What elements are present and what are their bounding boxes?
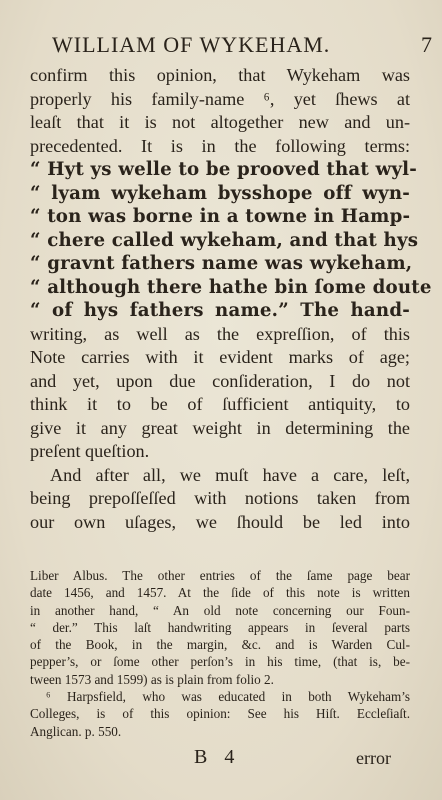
footnote-line: Colleges, is of this opinion: See his Hiſt. Eccleſiaſt. [30,706,410,722]
page-number: 7 [421,32,432,57]
catchword: error [356,748,391,768]
footnote-line: tween 1573 and 1599) as is plain from folio 2. [30,671,274,687]
body-line: “ although there hathe bin ſome doute [30,276,432,298]
body-line: “ of hys fathers name.” The hand- [30,300,410,321]
footnote-line: Anglican. p. 550. [30,723,122,739]
body-text [30,64,432,534]
body-line: And after all, we muſt have a care, leſt, [50,464,410,485]
body-line: properly his family-name ⁶, yet ſhews at [30,88,410,109]
body-line: writing, as well as the expreſſion, of this [30,323,410,344]
footnote-line: pepper’s, or ſome other perſon’s in his time, (that is, be- [30,654,410,670]
body-line: Note carries with it evident marks of age; [30,347,410,367]
body-line: “ chere called wykeham, and that hys [30,229,419,251]
body-line: think it to be of ſufficient antiquity, to [30,394,410,414]
body-line: and yet, upon due conſideration, I do not [30,370,410,391]
footnote-line: date 1456, and 1457. At the ſide of this note is written [30,585,410,601]
body-line: “ lyam wykeham bysshope off wyn- [30,182,410,204]
body-line: being prepoſſeſſed with notions taken from [30,488,410,508]
body-line: our own uſages, we ſhould be led into [30,511,410,532]
footnote-line: ⁶ Harpsfield, who was educated in both Wykeham’s [46,689,410,705]
body-line: confirm this opinion, that Wykeham was [30,65,410,85]
footnote-line: of the Book, in the margin, &c. and is Warden Cul- [30,637,410,653]
body-line: “ gravnt fathers name was wykeham, [30,253,413,274]
body-line: preſent queſtion. [30,441,150,461]
footnote-line: Liber Albus. The other entries of the ſame page bear [30,568,410,583]
running-head: WILLIAM OF WYKEHAM. [52,32,331,57]
footnotes [30,567,410,740]
body-line: “ Hyt ys welle to be prooved that wyl- [30,159,418,180]
signature-mark: B 4 [194,746,241,768]
body-line: leaſt that it is not altogether new and un- [30,112,410,132]
footnote-line: “ der.” This laſt handwriting appears in ſeveral parts [30,619,410,635]
page-header [52,24,432,64]
body-line: give it any great weight in determining the [30,417,410,438]
body-line: “ ton was borne in a towne in Hamp- [30,206,411,227]
body-line: precedented. It is in the following terms: [30,135,410,156]
footnote-line: in another hand, “ An old note concerning our Foun- [30,602,410,618]
